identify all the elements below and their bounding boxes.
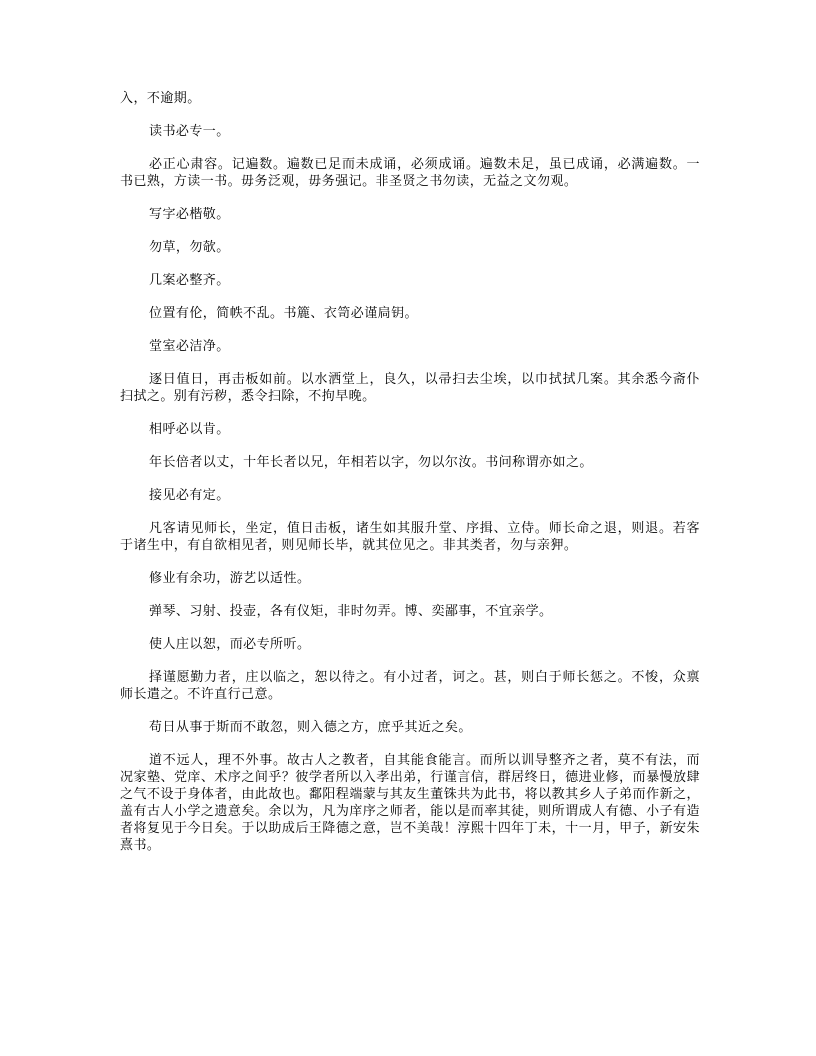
section-heading: 写字必楷敬。 [149,207,230,222]
section-heading: 堂室必洁净。 [149,339,230,354]
section-heading: 使人庄以恕，而必专所听。 [149,637,311,652]
paragraph: 入，不逾期。 [120,91,201,106]
section-heading: 接见必有定。 [149,488,230,503]
document-page [120,90,700,870]
paragraph: 逐日值日，再击板如前。以水洒堂上，良久，以帚扫去尘埃，以巾拭拭几案。其余悉今斋仆扫拭之。别有污秽，悉令扫除，不拘早晚。 [120,372,700,404]
section-heading: 相呼必以肯。 [149,422,230,437]
section-heading: 修业有余功，游艺以适性。 [149,571,311,586]
paragraph: 择谨愿勤力者，庄以临之，恕以待之。有小过者，诃之。甚，则白于师长惩之。不悛，众禀师长遣之。不许直行己意。 [120,670,700,702]
paragraph: 位置有伦，简帙不乱。书簏、衣笥必谨扃钥。 [149,306,419,321]
paragraph: 凡客请见师长，坐定，值日击板，诸生如其服升堂、序揖、立侍。师长命之退，则退。若客于诸生中，有自欲相见者，则见师长毕，就其位见之。非其类者，勿与亲狎。 [120,521,700,553]
paragraph: 苟日从事于斯而不敢忽，则入德之方，庶乎其近之矣。 [149,720,472,735]
paragraph: 年长倍者以丈，十年长者以兄，年相若以字，勿以尔汝。书问称谓亦如之。 [149,455,593,470]
postscript-paragraph: 道不远人，理不外事。故古人之教者，自其能食能言。而所以训导整齐之者，莫不有法，而况家塾、党庠、术序之间乎？彼学者所以入孝出弟，行谨言信，群居终日，德进业修，而暴慢放肆之气不设于身体者，由此故也。鄱阳程端蒙与其友生董铢共为此书，将以教其乡人子弟而作新之，盖有古人小学之遗意矣。余以为，凡为庠序之师者，能以是而率其徒，则所谓成人有德、小子有造者将复见于今日矣。于以助成后王降德之意，岂不美哉！淳熙十四年丁未，十一月，甲子，新安朱熹书。 [120,753,700,853]
paragraph: 弹琴、习射、投壶，各有仪矩，非时勿弄。博、奕鄙事，不宜亲学。 [149,604,553,619]
paragraph: 必正心肃容。记遍数。遍数已足而未成诵，必须成诵。遍数未足，虽已成诵，必满遍数。一书已熟，方读一书。毋务泛观，毋务强记。非圣贤之书勿读，无益之文勿观。 [120,157,700,189]
paragraph: 勿草，勿欹。 [149,240,230,255]
section-heading: 几案必整齐。 [149,273,230,288]
section-heading: 读书必专一。 [149,124,230,139]
